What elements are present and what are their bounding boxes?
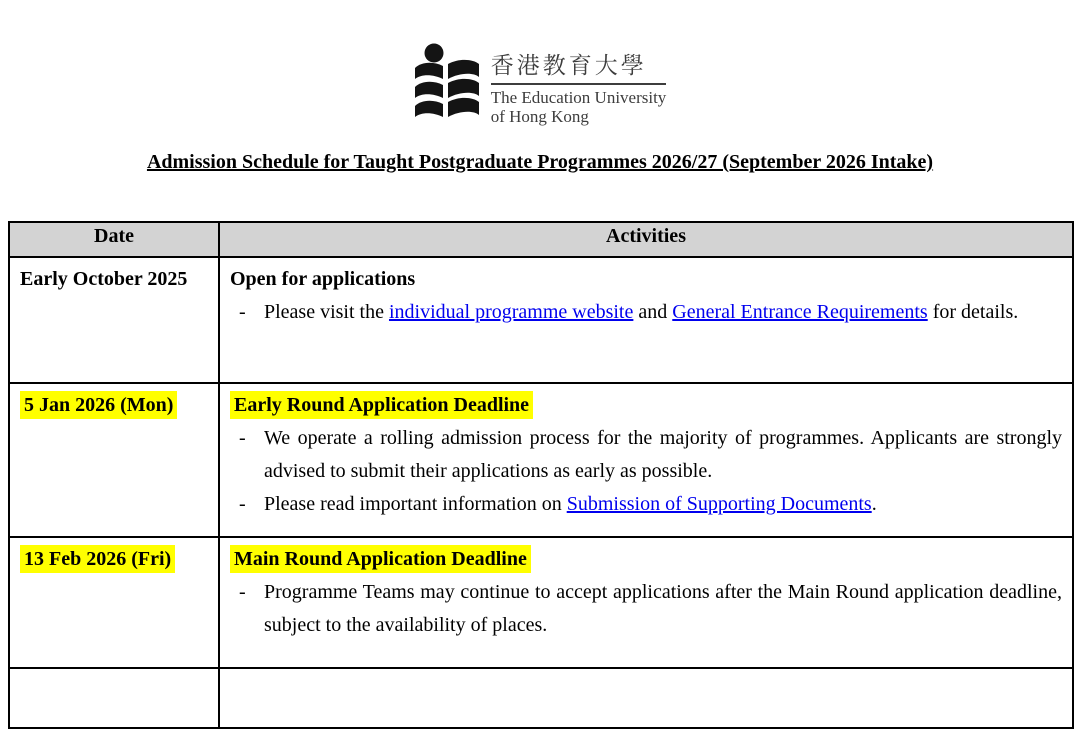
logo-chinese-name: 香港教育大學 — [490, 53, 647, 78]
hyperlink[interactable]: individual programme website — [388, 301, 634, 324]
text-segment: for details. — [927, 301, 1019, 324]
page-title: Admission Schedule for Taught Postgraduate Programmes 2026/27 (September 2026 Intake) — [146, 151, 934, 174]
bullet-dash: - — [239, 301, 246, 324]
table-row — [9, 257, 1073, 383]
bullet-item — [230, 422, 1062, 488]
schedule-table-body — [9, 257, 1073, 728]
column-header-date: Date — [9, 222, 219, 257]
activity-heading-text: Early Round Application Deadline — [230, 391, 533, 419]
hyperlink[interactable]: Submission of Supporting Documents — [566, 493, 872, 516]
table-row — [9, 383, 1073, 537]
activity-heading — [230, 263, 1062, 296]
date-cell — [9, 257, 219, 383]
bullet-item — [230, 576, 1062, 642]
table-row-partial — [9, 668, 1073, 728]
table-row — [9, 537, 1073, 668]
date-cell — [9, 668, 219, 728]
text-segment: We operate a rolling admission process for the majority of programmes. Applicants are strongly advised to submit their applications as early as possible. — [264, 427, 1062, 483]
text-segment: Programme Teams may continue to accept applications after the Main Round application deadline, subject to the availability of places. — [264, 581, 1062, 637]
table-header-row — [9, 222, 1073, 257]
bullet-dash: - — [239, 427, 246, 450]
text-segment: Please read important information on — [264, 493, 567, 516]
activities-cell — [219, 383, 1073, 537]
date-text: 13 Feb 2026 (Fri) — [20, 545, 175, 573]
text-segment: Please visit the — [264, 301, 389, 324]
eduhk-book-figure-icon — [414, 43, 480, 121]
activity-heading-text: Main Round Application Deadline — [230, 545, 531, 573]
logo-divider-line — [491, 83, 667, 85]
bullet-item — [230, 488, 1062, 521]
date-text: Early October 2025 — [20, 268, 188, 291]
date-cell — [9, 383, 219, 537]
column-header-activities: Activities — [219, 222, 1073, 257]
text-segment: and — [633, 301, 673, 324]
admission-schedule-table — [8, 221, 1074, 729]
logo-english-name-line2: of Hong Kong — [490, 107, 589, 127]
logo-text-block — [491, 43, 667, 127]
activities-cell — [219, 257, 1073, 383]
activities-cell — [219, 668, 1073, 728]
activity-heading — [230, 543, 1062, 576]
date-cell — [9, 537, 219, 668]
date-text: 5 Jan 2026 (Mon) — [20, 391, 177, 419]
activity-heading — [230, 389, 1062, 422]
university-logo — [0, 0, 1080, 127]
activities-cell — [219, 537, 1073, 668]
bullet-dash: - — [239, 581, 246, 604]
activity-heading-text: Open for applications — [230, 268, 416, 291]
bullet-item — [230, 296, 1062, 329]
logo-english-name-line1: The Education University — [490, 87, 667, 107]
text-segment: . — [871, 493, 877, 516]
hyperlink[interactable]: General Entrance Requirements — [672, 301, 928, 324]
bullet-dash: - — [239, 493, 246, 516]
